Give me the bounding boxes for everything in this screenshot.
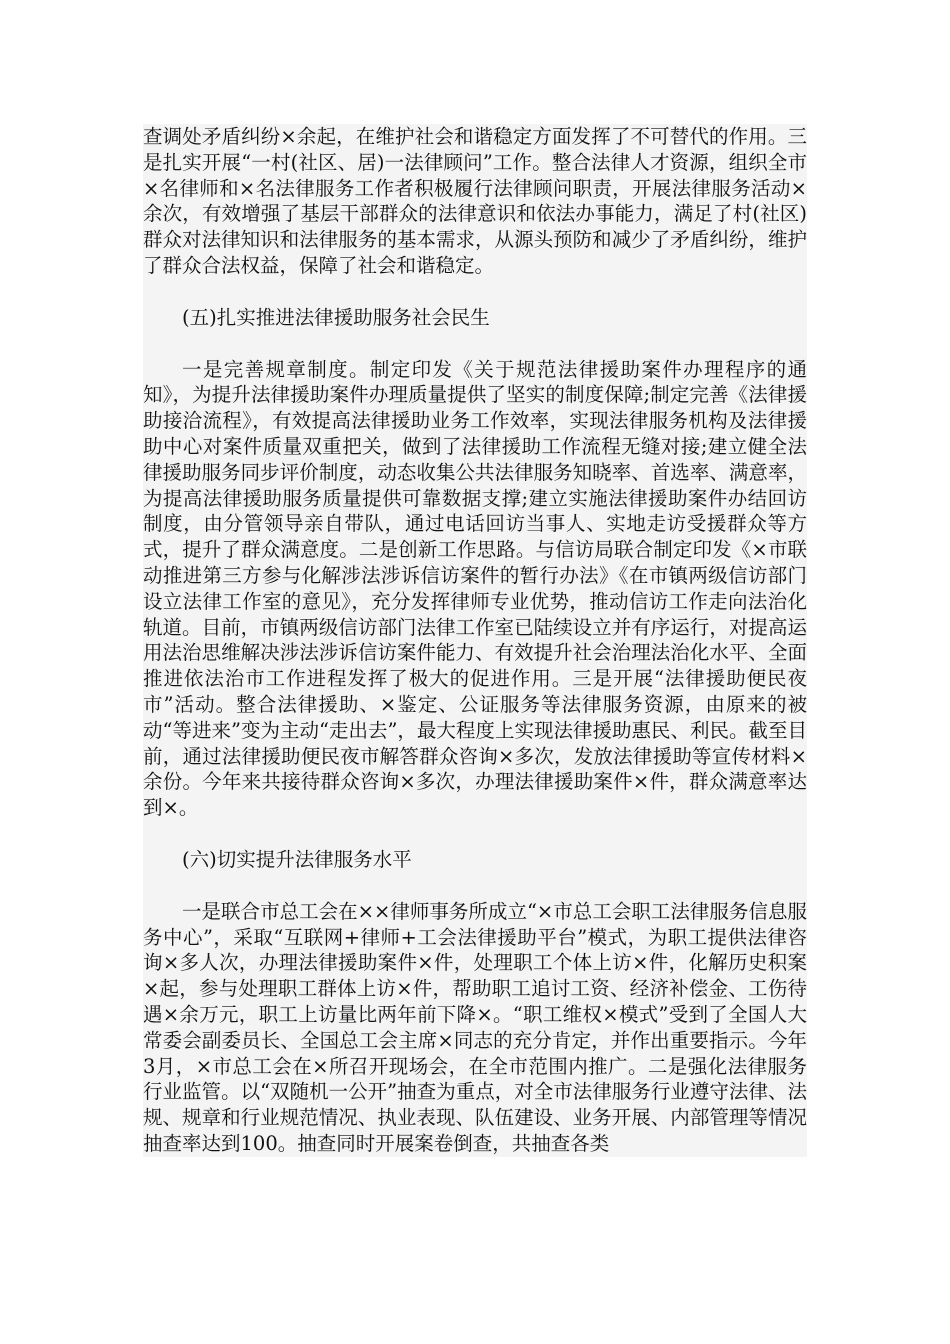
paragraph-gap — [143, 821, 807, 847]
section-heading-6: (六)切实提升法律服务水平 — [143, 847, 807, 873]
body-paragraph-2: 一是完善规章制度。制定印发《关于规范法律援助案件办理程序的通知》，为提升法律援助案件办理质量提供了坚实的制度保障;制定完善《法律援助接洽流程》，有效提高法律援助业务工作效率，实现法律服务机构及法律援助中心对案件质量双重把关，做到了法律援助工作流程无缝对接;建立健全法律援助服务同步评价制度，动态收集公共法律服务知晓率、首选率、满意率，为提高法律援助服务质量提供可靠数据支撑;建立实施法律援助案件办结回访制度，由分管领导亲自带队，通过电话回访当事人、实地走访受援群众等方式，提升了群众满意度。二是创新工作思路。与信访局联合制定印发《×市联动推进第三方参与化解涉法涉诉信访案件的暂行办法》《在市镇两级信访部门设立法律工作室的意见》，充分发挥律师专业优势，推动信访工作走向法治化轨道。目前，市镇两级信访部门法律工作室已陆续设立并有序运行，对提高运用法治思维解决涉法涉诉信访案件能力、有效提升社会治理法治化水平、全面推进依法治市工作进程发挥了极大的促进作用。三是开展“法律援助便民夜市”活动。整合法律援助、×鉴定、公证服务等法律服务资源，由原来的被动“等进来”变为主动“走出去”，最大程度上实现法律援助惠民、利民。截至目前，通过法律援助便民夜市解答群众咨询×多次，发放法律援助等宣传材料×余份。今年来共接待群众咨询×多次，办理法律援助案件×件，群众满意率达到×。 — [143, 357, 807, 820]
body-paragraph-1: 查调处矛盾纠纷×余起，在维护社会和谐稳定方面发挥了不可替代的作用。三是扎实开展“一村(社区、居)一法律顾问”工作。整合法律人才资源，组织全市×名律师和×名法律服务工作者积极履行法律顾问职责，开展法律服务活动×余次，有效增强了基层干部群众的法律意识和依法办事能力，满足了村(社区)群众对法律知识和法律服务的基本需求，从源头预防和减少了矛盾纠纷，维护了群众合法权益，保障了社会和谐稳定。 — [143, 125, 807, 277]
section-heading-5: (五)扎实推进法律援助服务社会民生 — [143, 305, 807, 331]
paragraph-gap — [143, 331, 807, 357]
body-paragraph-3: 一是联合市总工会在××律师事务所成立“×市总工会职工法律服务信息服务中心”，采取“互联网+律师+工会法律援助平台”模式，为职工提供法律咨询×多人次，办理法律援助案件×件，处理职工个体上访×件，化解历史积案×起，参与处理职工群体上访×件，帮助职工追讨工资、经济补偿金、工伤待遇×余万元，职工上访量比两年前下降×。“职工维权×模式”受到了全国人大常委会副委员长、全国总工会主席×同志的充分肯定，并作出重要指示。今年3月，×市总工会在×所召开现场会，在全市范围内推广。二是强化法律服务行业监管。以“双随机一公开”抽查为重点，对全市法律服务行业遵守法律、法规、规章和行业规范情况、执业表现、队伍建设、业务开展、内部管理等情况抽查率达到100。抽查同时开展案卷倒查，共抽查各类 — [143, 899, 807, 1155]
paragraph-gap — [143, 873, 807, 899]
document-page — [143, 124, 807, 1157]
paragraph-gap — [143, 279, 807, 305]
